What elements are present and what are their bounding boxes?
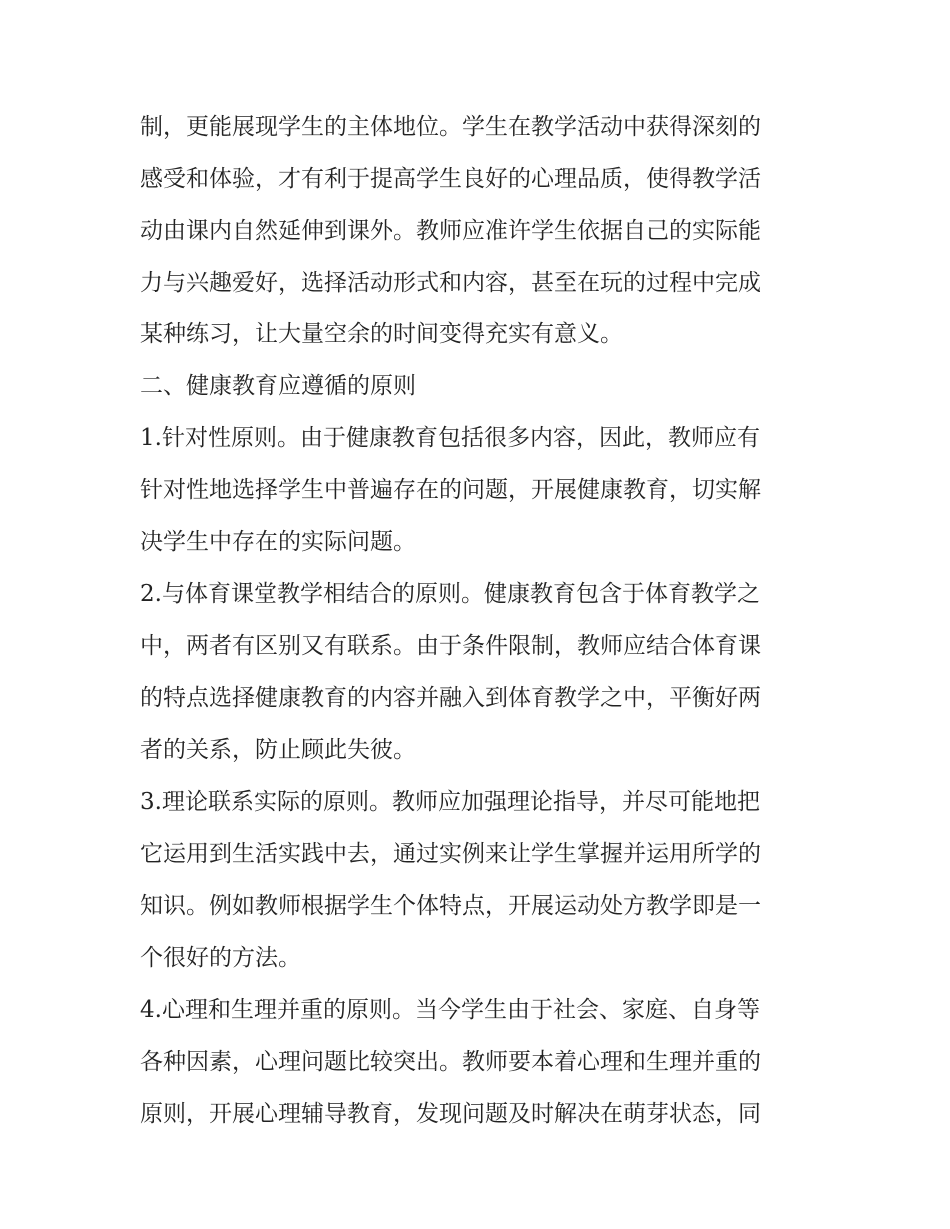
text-line: 原则，开展心理辅导教育，发现问题及时解决在萌芽状态，同 <box>140 1101 761 1127</box>
text-line: 针对性地选择学生中普遍存在的问题，开展健康教育，切实解 <box>140 477 761 503</box>
text-line: 知识。例如教师根据学生个体特点，开展运动处方教学即是一 <box>140 893 761 919</box>
text-line: 制，更能展现学生的主体地位。学生在教学活动中获得深刻的 <box>140 114 761 140</box>
text-line: 的特点选择健康教育的内容并融入到体育教学之中，平衡好两 <box>140 685 761 711</box>
text-line: 某种练习，让大量空余的时间变得充实有意义。 <box>140 321 623 347</box>
text-line: 它运用到生活实践中去，通过实例来让学生掌握并运用所学的 <box>140 841 761 867</box>
text-line: 者的关系，防止顾此失彼。 <box>140 737 416 763</box>
text-line: 决学生中存在的实际问题。 <box>140 529 416 555</box>
text-line: 4.心理和生理并重的原则。当今学生由于社会、家庭、自身等 <box>140 997 760 1023</box>
text-line: 力与兴趣爱好，选择活动形式和内容，甚至在玩的过程中完成 <box>140 270 761 296</box>
text-line: 2.与体育课堂教学相结合的原则。健康教育包含于体育教学之 <box>140 581 760 607</box>
text-line: 个很好的方法。 <box>140 945 301 971</box>
text-line: 动由课内自然延伸到课外。教师应准许学生依据自己的实际能 <box>140 218 761 244</box>
text-line: 各种因素，心理问题比较突出。教师要本着心理和生理并重的 <box>140 1049 761 1075</box>
text-line: 3.理论联系实际的原则。教师应加强理论指导，并尽可能地把 <box>140 789 760 815</box>
text-line: 中，两者有区别又有联系。由于条件限制，教师应结合体育课 <box>140 633 761 659</box>
section-heading: 二、健康教育应遵循的原则 <box>140 373 416 399</box>
text-line: 感受和体验，才有利于提高学生良好的心理品质，使得教学活 <box>140 166 761 192</box>
text-line: 1.针对性原则。由于健康教育包括很多内容，因此，教师应有 <box>140 425 760 451</box>
